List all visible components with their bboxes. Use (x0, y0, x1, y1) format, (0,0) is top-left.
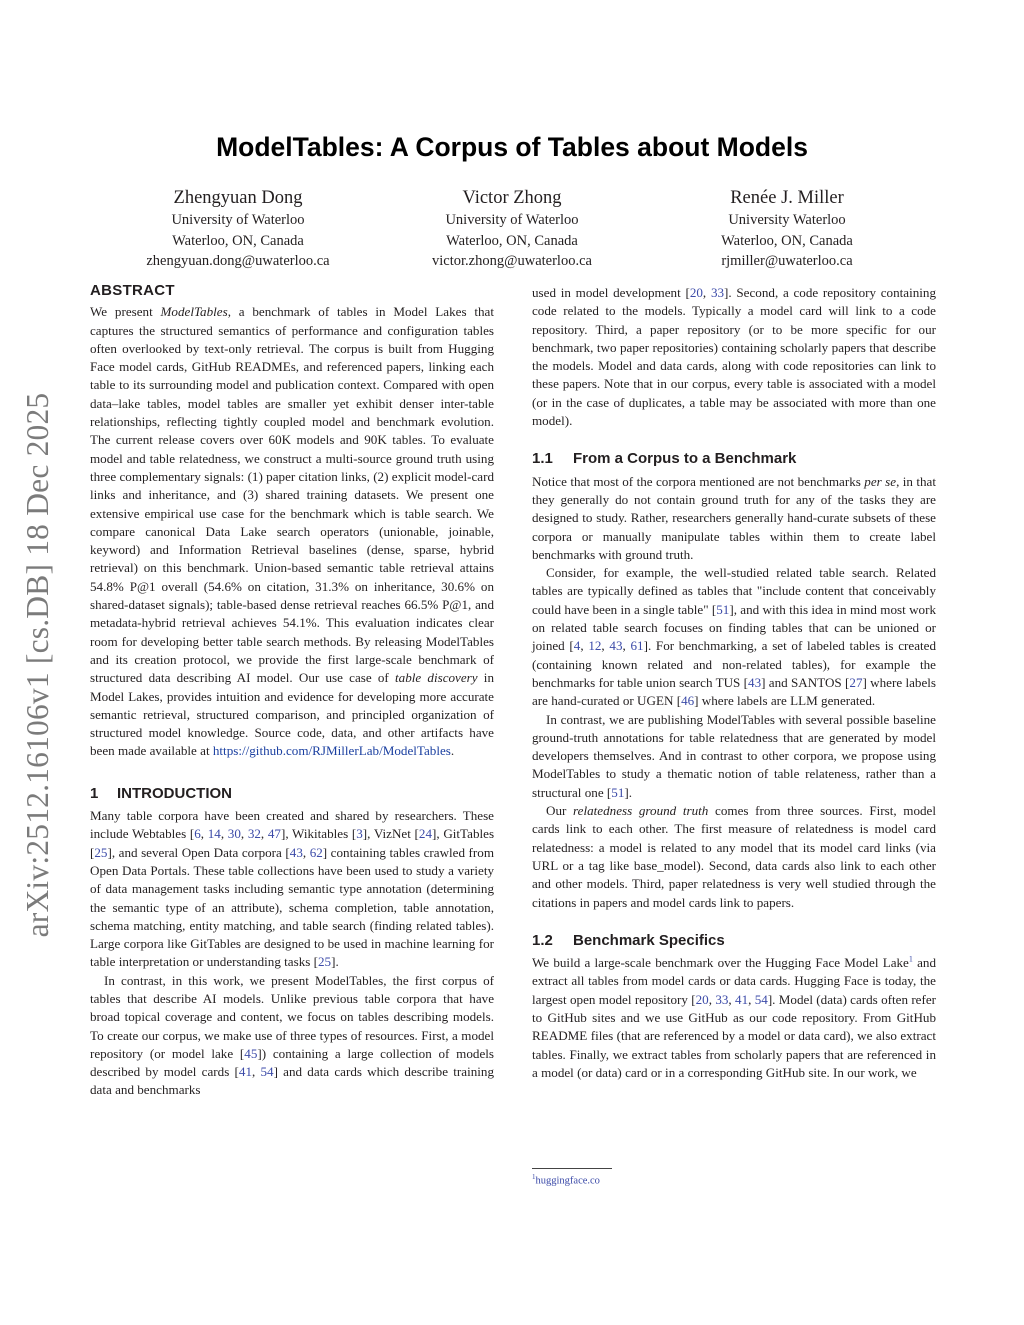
citation[interactable]: 27 (849, 674, 863, 690)
subsection-heading-1-2: 1.2 Benchmark Specifics (532, 931, 725, 949)
citation[interactable]: 4 (573, 638, 581, 654)
citation[interactable]: 41 (735, 991, 749, 1007)
footnote-rule (532, 1168, 612, 1169)
citation[interactable]: 32 (247, 826, 261, 842)
section-heading-introduction: 1 INTRODUCTION (90, 784, 232, 802)
footnote-link[interactable]: huggingface.co (535, 1175, 600, 1187)
citation[interactable]: 25 (317, 954, 332, 970)
abstract-paragraph: We present ModelTables, a benchmark of tables in Model Lakes that captures the structured semantics of performance and configuration tables often overlooked by text-only retrieval. The corpus is built from Hugging Face model cards, GitHub READMEs, and referenced papers, linking each table to its surrounding model and publication context. Compared with open data–lake tables, model tables are smaller yet exhibit denser inter-table relationships, reflecting tightly coupled model and benchmark evolution. The current release covers over 60K models and 90K tables. To evaluate model and table relatedness, we construct a multi-source ground truth using three complementary signals: (1) paper citation links, (2) explicit model-card links and inheritance, and (3) shared training datasets. We present one extensive empirical use case for the benchmark which is table search. We compare canonical Data Lake search operators (unionable, joinable, keyword) and Information Retrieval baselines (dense, sparse, hybrid retrieval) on this benchmark. Union-based semantic table retrieval attains 54.8% P@1 overall (54.6% on citation, 31.3% on inheritance, 30.6% on shared-dataset signals); table-based dense retrieval reaches 66.5% P@1, and metadata-hybrid retrieval achieves 54.1%. This evaluation indicates clear room for developing better table search methods. By releasing ModelTables and its creation protocol, we provide the first large-scale benchmark of structured data describing AI model. Our use case of table discovery in Model Lakes, provides intuition and evidence for developing more accurate semantic retrieval, structured comparison, and principled organization of structured model knowledge. Source code, data, and other artifacts have been made available at https://github.com/RJMillerLab/ModelTables. (90, 304, 494, 759)
continued-paragraph: used in model development [20, 33]. Second, a code repository containing code related to the models. Typically a model card will link to a code repository. Third, a paper repository (or to be more specific for our benchmark, two paper repositories) containing scholarly papers that describe the models. Model and data cards, along with code repositories can link to these papers. Note that in our corpus, every table is associated with a model (or in the case of duplicates, a table may be associated with more than one model). (532, 285, 937, 429)
sec11-paragraph-2: Consider, for example, the well-studied related table search. Related tables are typically defined as tables that "include content that conceivably could have been in a single table" [51], and with this idea in mind most work on related table search focuses on finding tables that can be unioned or joined [4, 12, 43, 61]. For benchmarking, a set of labeled tables is created (containing known related and non-related tables), for example the benchmarks for table union search TUS [43] and SANTOS [27] where labels are hand-curated or UGEN [46] where labels are LLM generated. (532, 565, 937, 709)
sec11-paragraph-1: Notice that most of the corpora mentioned are not benchmarks per se, in that they generally do not contain ground truth for any of the tasks they are designed to study. Rather, researchers generally hand-curate subsets of these corpora or manually manipulate tables within them to create label benchmarks with ground truth. (532, 473, 937, 562)
author-name: Victor Zhong (462, 188, 562, 208)
citation[interactable]: 54 (754, 991, 768, 1007)
author-affiliation: University Waterloo (728, 212, 846, 228)
citation[interactable]: 12 (588, 638, 602, 654)
arxiv-identifier (8, 370, 68, 960)
author-name: Renée J. Miller (730, 188, 844, 208)
footnote-marker[interactable]: 1 (908, 954, 913, 964)
sec12-paragraph-1: We build a large-scale benchmark over the Hugging Face Model Lake$^1$ and extract all tables from model cards or data cards. Hugging Face is today, the largest open model repository [20, 33, 41, 54]. Model (data) cards often refer to GitHub sites and we use GitHub as our code repository. From GitHub README files (that are referenced by a model or data card), we also extract tables. Finally, we extract tables from scholarly papers that are referenced in a model (or data) card or in a corresponding GitHub site. In our work, we (532, 954, 937, 1080)
intro-paragraph-2: In contrast, in this work, we present ModelTables, the first corpus of tables that describe AI models. Unlike previous table corpora that have broad topical coverage and content, we focus on tables describing models. To create our corpus, we make use of three types of resources. First, a model repository (or model lake [45]) containing a large collection of models described by model cards [41, 54] and data cards which describe training data and benchmarks (90, 972, 494, 1098)
citation[interactable]: 25 (94, 844, 108, 860)
author-location: Waterloo, ON, Canada (721, 232, 853, 249)
author-email: rjmiller@uwaterloo.ca (721, 253, 853, 269)
intro-paragraph-1: Many table corpora have been created and shared by researchers. These include Webtables [6, 14, 30, 32, 47], Wikitables [3], VizNet [24], GitTables [25], and several Open Data corpora [43, 62] containing tables crawled from Open Data Portals. These table collections have been used to study a variety of data management tasks including semantic type annotation (determining the semantic type of an attribute), schema completion, table annotation, schema matching, entity matching, and table search (finding related tables). Large corpora like GitTables are designed to be used in machine learning for table interpretation or understanding tasks [25]. (90, 808, 495, 970)
author-block-2 (352, 186, 672, 272)
citation[interactable]: 33 (715, 991, 729, 1007)
citation[interactable]: 61 (630, 638, 644, 654)
author-block-1 (78, 186, 398, 272)
author-affiliation: University of Waterloo (171, 212, 305, 228)
author-location: Waterloo, ON, Canada (446, 232, 578, 249)
citation[interactable]: 45 (244, 1045, 258, 1061)
citation[interactable]: 6 (194, 826, 201, 842)
author-email: zhengyuan.dong@uwaterloo.ca (146, 253, 330, 269)
abstract-heading: ABSTRACT (90, 282, 175, 299)
author-location: Waterloo, ON, Canada (172, 232, 304, 249)
github-link[interactable]: https://github.com/RJMillerLab/ModelTables (212, 743, 451, 759)
citation[interactable]: 3 (356, 826, 363, 842)
arxiv-stamp-text: arXiv:2512.16106v1 [cs.DB] 18 Dec 2025 (20, 392, 55, 938)
citation[interactable]: 46 (681, 693, 695, 709)
citation[interactable]: 47 (267, 826, 281, 842)
sec11-paragraph-3: In contrast, we are publishing ModelTables with several possible baseline ground-truth annotations for table relatedness that are generated by model developers themselves. And in contrast to other corpora, we propose using ModelTables to study a thematic notion of table relateness, rather than a structural one [51]. (532, 711, 936, 800)
citation[interactable]: 33 (710, 285, 725, 300)
right-column (532, 284, 936, 1082)
citation[interactable]: 20 (689, 285, 703, 300)
citation[interactable]: 41 (238, 1064, 252, 1080)
citation[interactable]: 30 (227, 826, 241, 842)
paper-title: ModelTables: A Corpus of Tables about Models (216, 132, 808, 162)
citation[interactable]: 24 (418, 826, 433, 842)
citation[interactable]: 20 (695, 991, 709, 1007)
author-name: Zhengyuan Dong (173, 188, 303, 208)
citation[interactable]: 14 (207, 826, 221, 842)
citation[interactable]: 43 (748, 674, 762, 690)
footnote (532, 1168, 936, 1187)
sec11-paragraph-4: Our relatedness ground truth comes from three sources. First, model cards link to each other. The first measure of relatedness is model card relatedness: a model is related to any model that its model card links (via URL or a tag like base_model). Second, data cards also link to each other and other models. Third, paper relatedness is very well studied through the citations in papers and model cards link to papers. (532, 803, 937, 910)
author-block-3 (627, 186, 947, 272)
citation[interactable]: 43 (289, 844, 303, 860)
author-email: victor.zhong@uwaterloo.ca (432, 253, 592, 269)
citation[interactable]: 62 (309, 844, 323, 860)
citation[interactable]: 51 (716, 601, 730, 617)
left-column (90, 282, 494, 1100)
citation[interactable]: 43 (609, 638, 623, 654)
author-affiliation: University of Waterloo (445, 212, 579, 228)
footnote-number: 1 (532, 1173, 536, 1181)
citation[interactable]: 51 (611, 784, 625, 800)
subsection-heading-1-1: 1.1 From a Corpus to a Benchmark (532, 450, 797, 468)
citation[interactable]: 54 (260, 1064, 274, 1080)
